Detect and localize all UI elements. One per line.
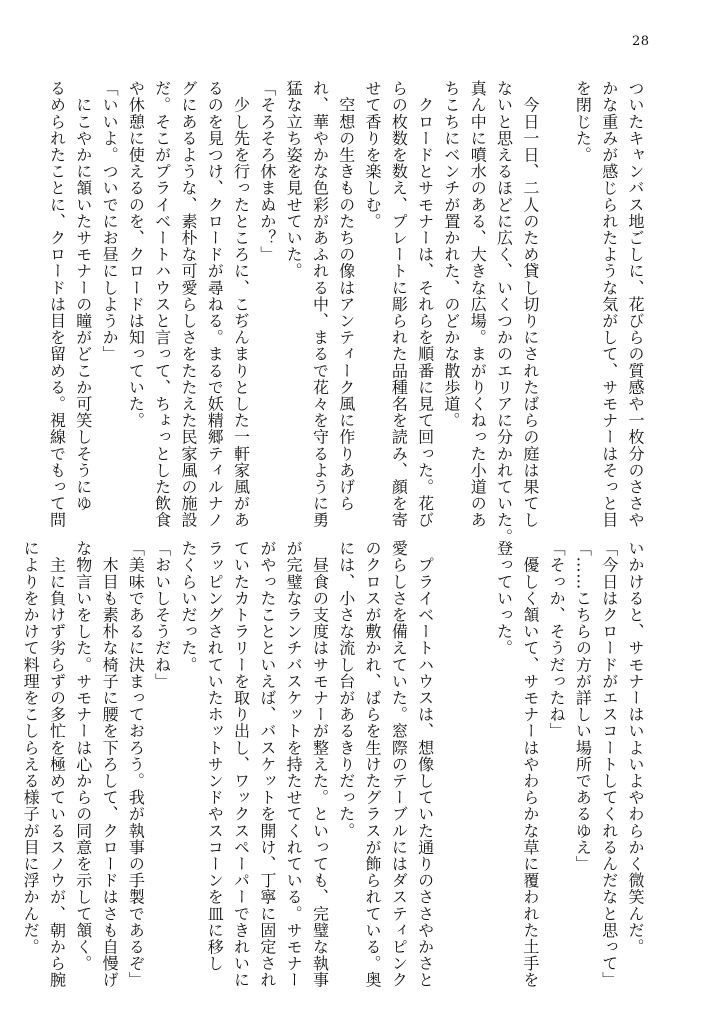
text-line: 昼食の支度はサモナーが整えた。といっても、完璧な執事 <box>310 540 330 989</box>
text-line: がやったことといえば、バスケットを開け、丁寧に固定され <box>257 540 277 989</box>
text-line: 少し先を行ったところに、こぢんまりとした一軒家風があ <box>231 80 251 529</box>
text-line: 「そっか、そうだったね」 <box>547 540 567 740</box>
text-line: のクロスが敷かれ、ばらを生けたグラスが飾られている。奥 <box>363 540 383 989</box>
text-line: 真ん中に噴水のある、大きな広場。まがりくねった小道のあ <box>468 80 488 529</box>
page-number: 28 <box>632 34 650 49</box>
text-line: ていたカトラリーを取り出し、ワックスペーパーできれいに <box>231 540 251 989</box>
text-line: かな重みが感じられたような気がして、サモナーはそっと目 <box>599 80 619 529</box>
body-text-top <box>47 80 648 545</box>
text-line: せて香りを楽しむ。 <box>363 80 383 230</box>
text-line: たくらいだった。 <box>178 540 198 673</box>
blank-line <box>543 80 569 512</box>
text-line: ついたキャンバス地ごしに、花びらの質感や一枚分のささや <box>626 80 645 529</box>
text-line: いかけると、サモナーはいよいよやわらかく微笑んだ。 <box>626 540 645 955</box>
text-line: れ、華やかな色彩があふれる中、まるで花々を守るように勇 <box>310 80 330 529</box>
text-line: 登っていった。 <box>494 540 514 657</box>
text-line: 今日一日、二人のため貸し切りにされたばらの庭は果てし <box>520 80 540 529</box>
text-line: プライベートハウスは、想像していた通りのささやかさと <box>415 540 435 989</box>
text-line: 優しく頷いて、サモナーはやわらかな草に覆われた土手を <box>520 540 540 989</box>
text-line: クロードとサモナーは、それらを順番に見て回った。花び <box>415 80 435 529</box>
text-line: 木目も素朴な椅子に腰を下ろして、クロードはさも自慢げ <box>100 540 120 989</box>
text-line: 愛らしさを備えていた。窓際のテーブルにはダスティピンク <box>389 540 409 989</box>
text-line: 「いいよ。ついでにお昼にしようか」 <box>100 80 120 363</box>
text-line: 空想の生きものたちの像はアンティーク風に作りあげら <box>336 80 356 512</box>
text-line: だ。そこがプライベートハウスと言って、ちょっとした飲食 <box>152 80 172 529</box>
text-line: にこやかに頷いたサモナーの瞳がどこか可笑しそうにゆ <box>73 80 93 512</box>
text-line: を閉じた。 <box>573 80 593 163</box>
text-line: ラッピングされていたホットサンドやスコーンを皿に移し <box>205 540 225 972</box>
text-line: 主に負けず劣らずの多忙を極めているスノウが、朝から腕 <box>47 540 67 989</box>
text-line: 「そろそろ休まぬか？」 <box>257 80 277 263</box>
text-line: な物言いをした。サモナーは心からの同意を示して頷く。 <box>73 540 93 972</box>
text-line: ちこちにベンチが置かれた、のどかな散歩道。 <box>441 80 461 429</box>
text-line: が完璧なランチバスケットを持たせてくれている。サモナー <box>284 540 304 989</box>
text-line: 「美味であるに決まっておろう。我が執事の手製であるぞ」 <box>126 540 146 989</box>
text-line: るめられたことに、クロードは目を留める。視線でもって問 <box>47 80 67 529</box>
text-line: 「今日はクロードがエスコートしてくれるんだなと思って」 <box>599 540 619 989</box>
text-line: るのを見つけ、クロードが尋ねる。まるで妖精郷ティルナノ <box>205 80 225 529</box>
text-line: 「おいしそうだね」 <box>152 540 172 690</box>
blank-line <box>438 540 464 976</box>
text-line: ないと思えるほどに広く、いくつかのエリアに分かれていた。 <box>494 80 514 545</box>
text-line: には、小さな流し台があるきりだった。 <box>336 540 356 839</box>
body-text-bottom <box>21 540 648 989</box>
text-line: や休憩に使えるのを、クロードは知っていた。 <box>126 80 146 429</box>
text-line: グにあるような、素朴な可愛らしさをたたえた民家風の施設 <box>178 80 198 529</box>
text-line: 「……こちらの方が詳しい場所であるゆえ」 <box>573 540 593 872</box>
text-line: 猛な立ち姿を見せていた。 <box>284 80 304 280</box>
text-line: らの枚数を数え、プレートに彫られた品種名を読み、顔を寄 <box>389 80 409 529</box>
text-line: によりをかけて料理をこしらえる様子が目に浮かんだ。 <box>21 540 41 955</box>
blank-line <box>464 540 490 976</box>
